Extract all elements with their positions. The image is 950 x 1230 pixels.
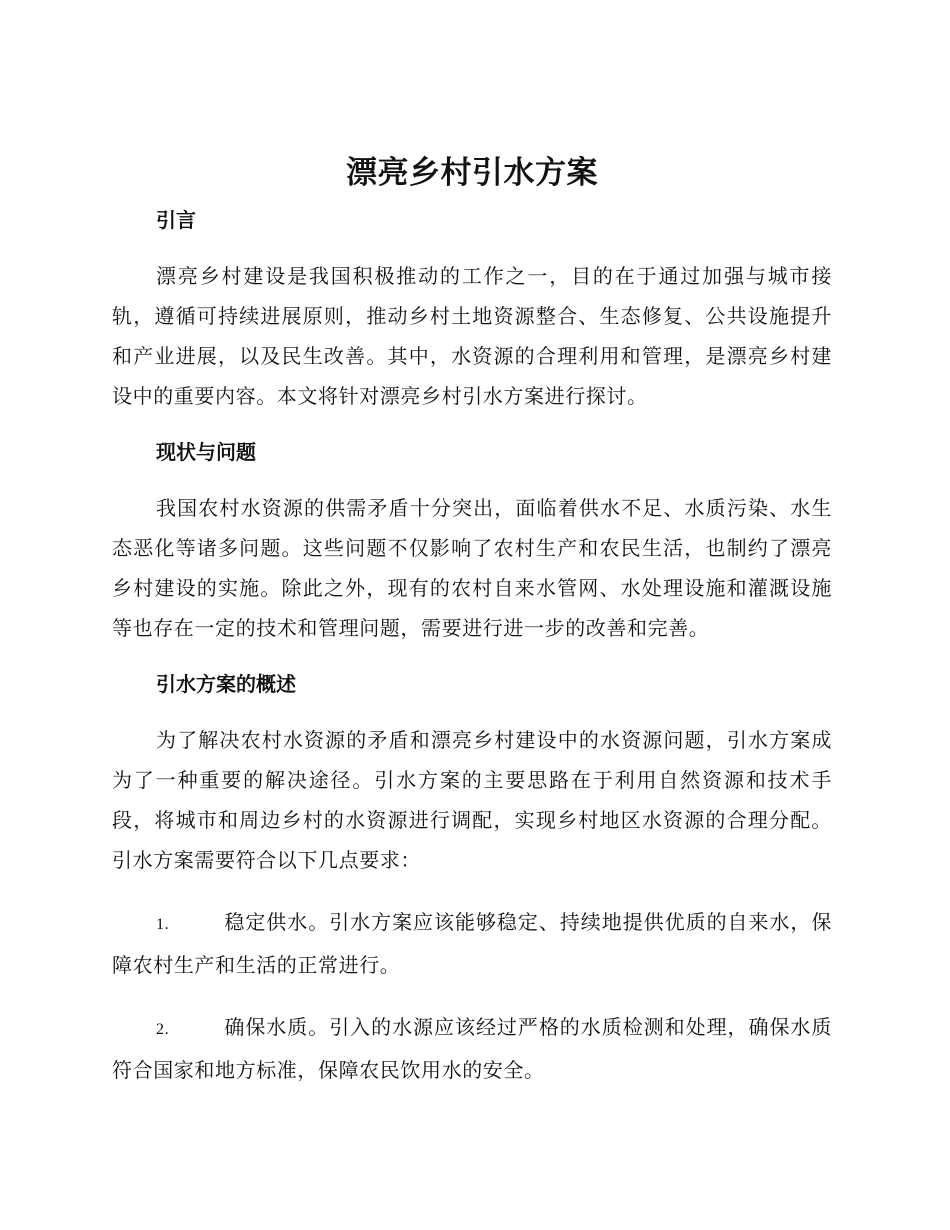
section-paragraph-overview: 为了解决农村水资源的矛盾和漂亮乡村建设中的水资源问题，引水方案成为了一种重要的解决途径。引水方案的主要思路在于利用自然资源和技术手段，将城市和周边乡村的水资源进行调配，实现乡村地区水资源的合理分配。引水方案需要符合以下几点要求：	[112, 728, 832, 872]
section-heading-intro: 引言	[156, 208, 196, 232]
section-heading-overview: 引水方案的概述	[156, 672, 296, 696]
list-item	[112, 1007, 832, 1090]
list-item-text: 确保水质。引入的水源应该经过严格的水质检测和处理，确保水质符合国家和地方标准，保障农民饮用水的安全。	[112, 1015, 832, 1082]
list-item-text: 稳定供水。引水方案应该能够稳定、持续地提供优质的自来水，保障农村生产和生活的正常进行。	[112, 910, 832, 977]
list-item	[112, 902, 832, 985]
list-item-number: 1.	[156, 916, 170, 933]
section-paragraph-status: 我国农村水资源的供需矛盾十分突出，面临着供水不足、水质污染、水生态恶化等诸多问题。这些问题不仅影响了农村生产和农民生活，也制约了漂亮乡村建设的实施。除此之外，现有的农村自来水管网、水处理设施和灌溉设施等也存在一定的技术和管理问题，需要进行进一步的改善和完善。	[112, 496, 832, 640]
list-item-number: 2.	[156, 1021, 170, 1038]
document-page	[112, 150, 832, 1090]
document-title: 漂亮乡村引水方案	[346, 155, 598, 191]
section-paragraph-intro: 漂亮乡村建设是我国积极推动的工作之一，目的在于通过加强与城市接轨，遵循可持续进展原则，推动乡村土地资源整合、生态修复、公共设施提升和产业进展，以及民生改善。其中，水资源的合理利用和管理，是漂亮乡村建设中的重要内容。本文将针对漂亮乡村引水方案进行探讨。	[112, 264, 832, 408]
section-heading-status: 现状与问题	[156, 440, 256, 464]
